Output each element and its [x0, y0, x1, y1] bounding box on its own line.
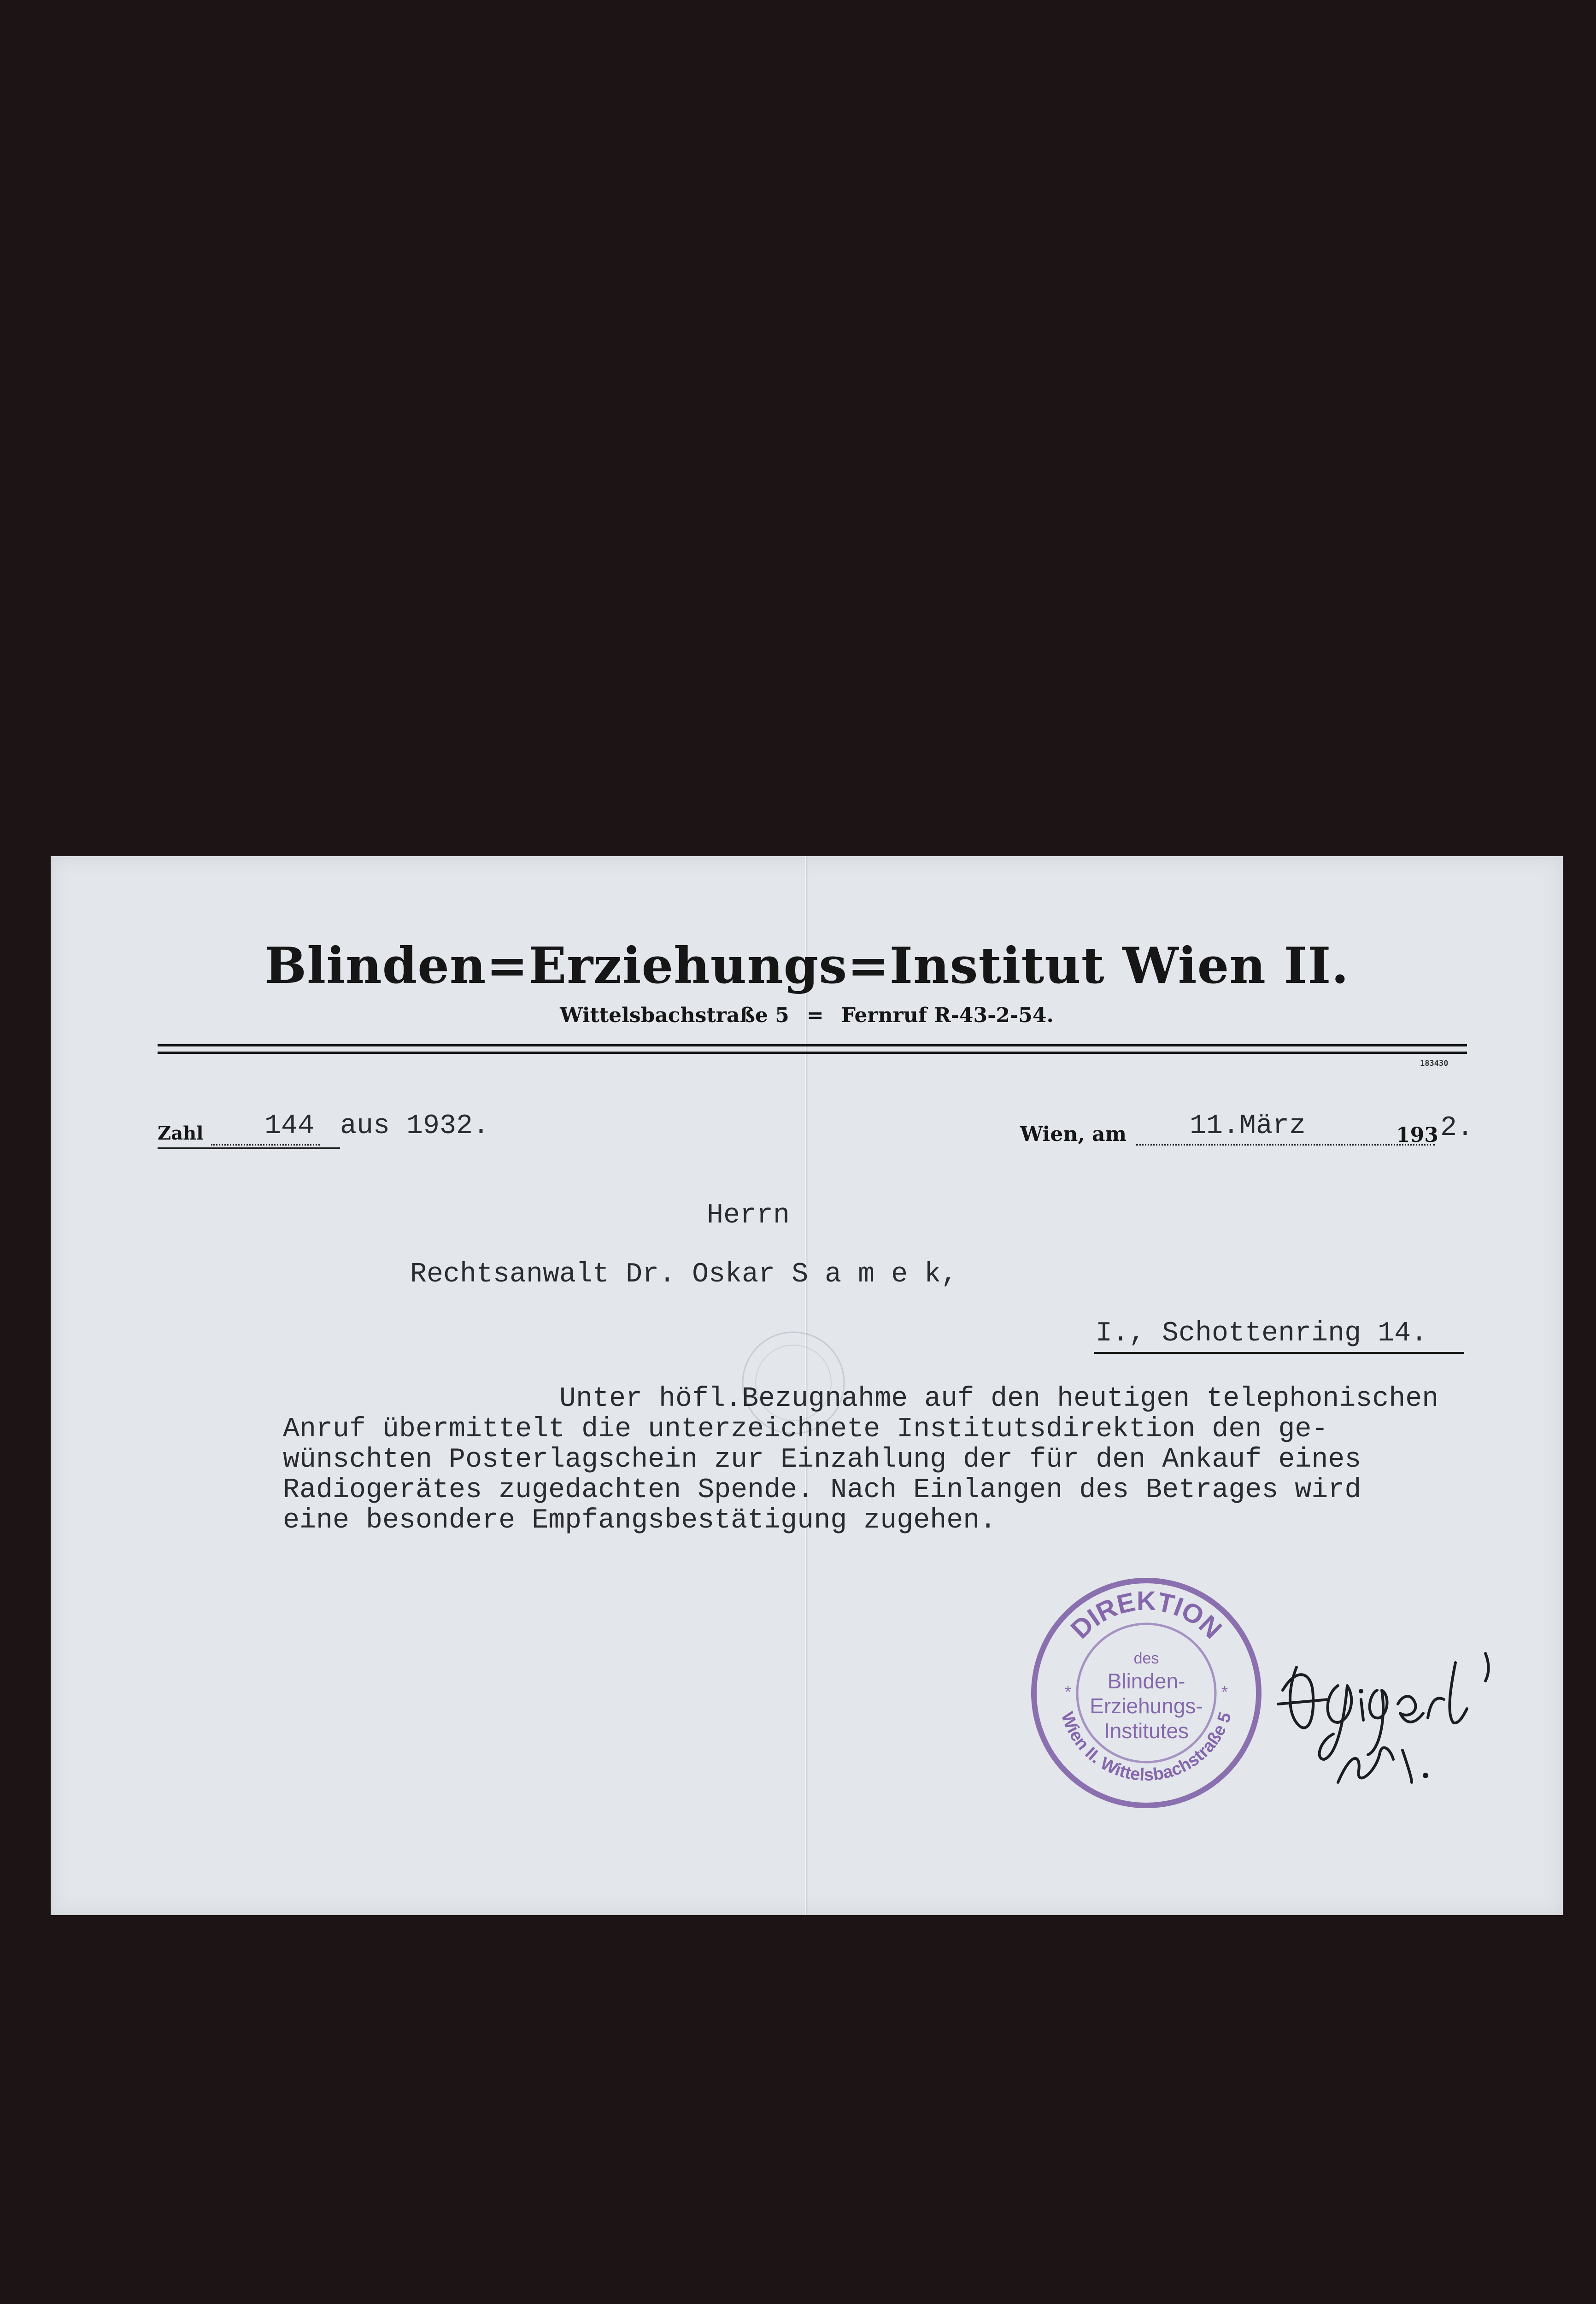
- body-line: wünschten Posterlagschein zur Einzahlung der für den Ankauf eines: [283, 1444, 1361, 1475]
- handwritten-signature: [1269, 1635, 1508, 1801]
- reference-label: Zahl: [158, 1123, 204, 1144]
- stamp-center-line: Erziehungs-: [1090, 1694, 1203, 1718]
- body-line: Radiogerätes zugedachten Spende. Nach Einlangen des Betrages wird: [283, 1475, 1361, 1506]
- stamp-top-arc: DIREKTION: [1065, 1586, 1228, 1645]
- print-number: 183430: [1420, 1059, 1449, 1068]
- body-line: eine besondere Empfangsbestätigung zugehen.: [283, 1505, 997, 1536]
- letterhead-title: Blinden=Erziehungs=Institut Wien II.: [264, 937, 1350, 995]
- letterhead-phone: Fernruf R-43-2-54.: [841, 1004, 1054, 1027]
- svg-text:*: *: [1064, 1682, 1072, 1701]
- letter-sheet: [51, 856, 1563, 1915]
- body-line: Unter höfl.Bezugnahme auf den heutigen telephonischen: [559, 1383, 1439, 1415]
- letterhead-separator: =: [806, 1004, 824, 1027]
- salutation: Herrn: [707, 1200, 790, 1231]
- date-year-prefix: 193: [1396, 1123, 1438, 1147]
- svg-text:*: *: [1221, 1682, 1228, 1701]
- reference-underline: [158, 1147, 340, 1149]
- stamp-bottom-arc: Wien II. Wittelsbachstraße 5: [1057, 1709, 1236, 1785]
- date-place-label: Wien, am: [1020, 1123, 1127, 1146]
- letterhead-address: Wittelsbachstraße 5: [560, 1004, 789, 1027]
- date-year-suffix: 2.: [1440, 1112, 1474, 1144]
- letterhead-subline: [51, 1004, 1563, 1027]
- address-line: I., Schottenring 14.: [1096, 1318, 1428, 1349]
- body-line: Anruf übermittelt die unterzeichnete Institutsdirektion den ge-: [283, 1414, 1328, 1445]
- stamp-center-line: Institutes: [1103, 1719, 1189, 1743]
- reference-number: 144: [264, 1111, 315, 1142]
- letterhead-rule-top: [158, 1044, 1467, 1046]
- reference-year: aus 1932.: [340, 1111, 490, 1142]
- date-dotted-line: [1136, 1144, 1435, 1146]
- stamp-center-line: Blinden-: [1107, 1669, 1185, 1693]
- address-underline: [1094, 1352, 1464, 1354]
- addressee: Rechtsanwalt Dr. Oskar S a m e k,: [410, 1259, 958, 1290]
- stamp-center-line: des: [1133, 1650, 1159, 1667]
- letterhead-rule-bottom: [158, 1052, 1467, 1054]
- date-day-month: 11.März: [1190, 1111, 1306, 1142]
- reference-dotted-line: [211, 1144, 320, 1146]
- direktion-stamp: [1027, 1573, 1266, 1813]
